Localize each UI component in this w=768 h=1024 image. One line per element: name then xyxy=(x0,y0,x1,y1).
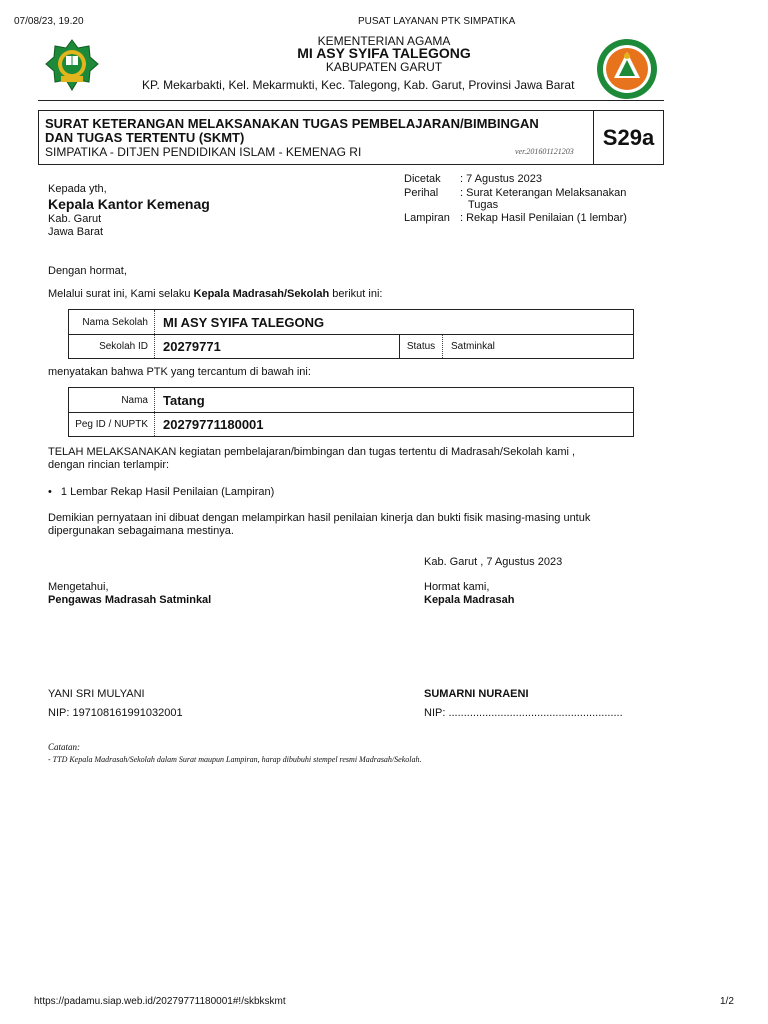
regency-name: KABUPATEN GARUT xyxy=(325,60,443,74)
school-name: MI ASY SYIFA TALEGONG xyxy=(297,45,471,61)
table-row xyxy=(69,310,633,334)
intro-pre: Melalui surat ini, Kami selaku xyxy=(48,288,194,300)
status-value: Satminkal xyxy=(451,341,495,352)
left-sign-title1: Mengetahui, xyxy=(48,581,109,593)
recipient-greeting: Kepada yth, xyxy=(48,183,107,195)
recipient-line2: Jawa Barat xyxy=(48,226,104,238)
executed-text-line2: dengan rincian terlampir: xyxy=(48,459,170,471)
school-id-value: 20279771 xyxy=(163,339,221,354)
printed-value: : 7 Agustus 2023 xyxy=(460,173,542,185)
subject-label: Perihal xyxy=(404,187,439,199)
ministry-name: KEMENTERIAN AGAMA xyxy=(317,34,451,48)
bullet-text: 1 Lembar Rekap Hasil Penilaian (Lampiran) xyxy=(60,486,275,498)
document-subtitle: SIMPATIKA - DITJEN PENDIDIKAN ISLAM - KEMENAG RI xyxy=(45,145,362,159)
print-page-title: PUSAT LAYANAN PTK SIMPATIKA xyxy=(358,16,516,27)
bullet-item xyxy=(48,486,274,498)
ptk-name-label: Nama xyxy=(69,388,155,412)
document-title-line1: SURAT KETERANGAN MELAKSANAKAN TUGAS PEMBELAJARAN/BIMBINGAN xyxy=(45,116,539,131)
school-id-label: Sekolah ID xyxy=(69,335,155,358)
place-date: Kab. Garut , 7 Agustus 2023 xyxy=(424,556,563,568)
print-page-number: 1/2 xyxy=(720,996,734,1007)
closing-text-line1: Demikian pernyataan ini dibuat dengan melampirkan hasil penilaian kinerja dan bukti fisik masing-masing untuk xyxy=(48,512,591,524)
school-address: KP. Mekarbakti, Kel. Mekarmukti, Kec. Talegong, Kab. Garut, Provinsi Jawa Barat xyxy=(142,78,575,92)
right-sign-title2: Kepala Madrasah xyxy=(424,594,515,606)
ptk-table xyxy=(68,387,634,437)
document-title-line2: DAN TUGAS TERTENTU (SKMT) xyxy=(45,130,245,145)
document-version: ver.201601121203 xyxy=(515,147,574,156)
document-title-box xyxy=(38,110,664,165)
table-row xyxy=(69,412,633,436)
salutation: Dengan hormat, xyxy=(48,265,127,277)
document-code: S29a xyxy=(593,111,663,164)
intro-post: berikut ini: xyxy=(329,288,383,300)
ptk-name-value: Tatang xyxy=(163,392,205,408)
ptk-id-label: Peg ID / NUPTK xyxy=(69,413,155,436)
status-label: Status xyxy=(399,335,443,358)
print-url: https://padamu.siap.web.id/20279771180001#!/skbkskmt xyxy=(34,996,286,1007)
recipient-name: Kepala Kantor Kemenag xyxy=(48,196,210,212)
attachment-value: : Rekap Hasil Penilaian (1 lembar) xyxy=(460,212,627,224)
right-signer-nip: NIP: ......................................................... xyxy=(424,707,623,719)
subject-value: : Surat Keterangan Melaksanakan xyxy=(460,187,627,199)
closing-text-line2: dipergunakan sebagaimana mestinya. xyxy=(48,525,234,537)
bullet-icon: • xyxy=(48,486,52,498)
note-title: Catatan: xyxy=(48,742,81,752)
subject-value-cont: Tugas xyxy=(468,199,499,211)
attachment-label: Lampiran xyxy=(404,212,450,224)
note-text: - TTD Kepala Madrasah/Sekolah dalam Surat maupun Lampiran, harap dibubuhi stempel resmi Madrasah/Sekolah. xyxy=(48,755,422,764)
intro-text xyxy=(48,288,382,300)
school-name-label: Nama Sekolah xyxy=(69,310,155,334)
right-signer-name: SUMARNI NURAENI xyxy=(424,688,529,700)
left-sign-title2: Pengawas Madrasah Satminkal xyxy=(48,594,212,606)
left-signer-nip: NIP: 197108161991032001 xyxy=(48,707,183,719)
recipient-line1: Kab. Garut xyxy=(48,213,102,225)
printed-label: Dicetak xyxy=(404,173,441,185)
table-row xyxy=(69,334,633,358)
statement-text: menyatakan bahwa PTK yang tercantum di bawah ini: xyxy=(48,366,311,378)
header-divider xyxy=(38,100,664,101)
table-row xyxy=(69,388,633,412)
intro-bold: Kepala Madrasah/Sekolah xyxy=(193,288,330,300)
ptk-id-value: 20279771180001 xyxy=(163,417,264,432)
school-name-value: MI ASY SYIFA TALEGONG xyxy=(163,314,325,330)
right-sign-title1: Hormat kami, xyxy=(424,581,490,593)
executed-text-line1: TELAH MELAKSANAKAN kegiatan pembelajaran/bimbingan dan tugas tertentu di Madrasah/Sekolah kami , xyxy=(48,446,576,458)
left-signer-name: YANI SRI MULYANI xyxy=(48,688,145,700)
print-datetime: 07/08/23, 19.20 xyxy=(14,16,84,27)
school-table xyxy=(68,309,634,359)
